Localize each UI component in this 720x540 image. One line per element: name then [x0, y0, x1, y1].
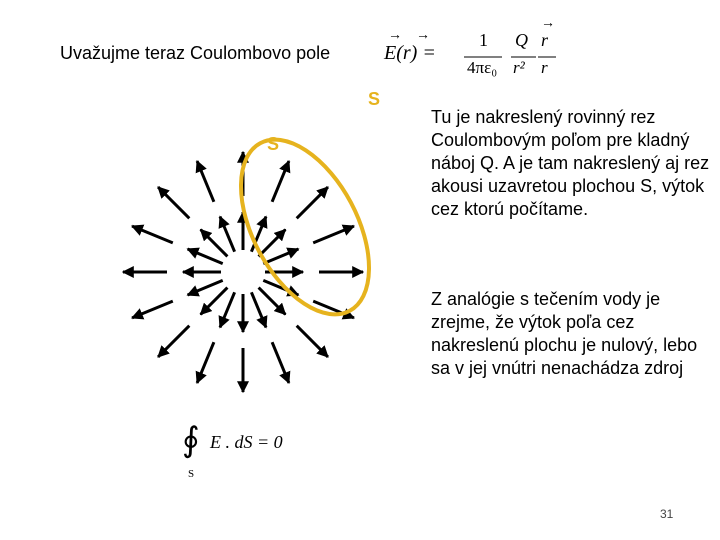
field-arrow	[132, 301, 173, 318]
field-arrow	[259, 230, 286, 257]
field-arrow	[197, 161, 214, 202]
field-arrow	[220, 292, 235, 327]
field-arrow	[158, 326, 189, 357]
field-arrow	[272, 342, 289, 383]
page-number: 31	[660, 507, 674, 521]
integral-subscript: S	[188, 468, 195, 480]
formula-lhs: E(r) =	[384, 42, 436, 64]
field-arrow	[188, 249, 223, 264]
paragraph-1: Tu je nakreslený rovinný rez Coulombovým poľom pre kladný náboj Q. A je tam nakreslený aj rez akousi uzavretou plochou S, výtok cez ktorú počítame.	[431, 107, 710, 219]
surface-label-left: S	[267, 134, 280, 154]
field-arrow	[297, 326, 328, 357]
field-arrow	[251, 292, 266, 327]
field-arrow	[313, 226, 354, 243]
vector-arrow-icon: →	[416, 28, 430, 43]
formula-unit-numerator: r	[541, 30, 549, 50]
intro-text: Uvažujme teraz Coulombovo pole	[60, 43, 331, 63]
integral-symbol: ∮	[182, 422, 200, 459]
formula-q-numerator: Q	[515, 30, 528, 50]
field-arrow	[201, 288, 228, 315]
field-arrow	[197, 342, 214, 383]
flux-integral	[180, 420, 320, 490]
field-arrow	[201, 230, 228, 257]
field-arrow	[272, 161, 289, 202]
formula-unit-denominator: r	[541, 58, 548, 77]
field-arrow	[132, 226, 173, 243]
field-arrow	[263, 249, 298, 264]
paragraph-2: Z analógie s tečením vody je zrejme, že výtok poľa cez nakreslenú plochu je nulový, lebo sa v jej vnútri nenachádza zdroj	[431, 289, 698, 378]
field-arrow	[259, 288, 286, 315]
formula-coef-numerator: 1	[479, 30, 488, 50]
surface-label-right: S	[368, 89, 381, 109]
vector-arrow-icon: →	[541, 16, 555, 31]
integral-body: E . dS = 0	[210, 432, 283, 452]
formula-coef-denominator: 4πε₀	[467, 58, 498, 77]
field-arrow	[188, 280, 223, 295]
field-arrow	[220, 217, 235, 252]
field-arrow	[158, 187, 189, 218]
vector-arrow-icon: →	[388, 28, 402, 43]
formula-q-denominator: r²	[513, 58, 525, 77]
field-arrow	[297, 187, 328, 218]
